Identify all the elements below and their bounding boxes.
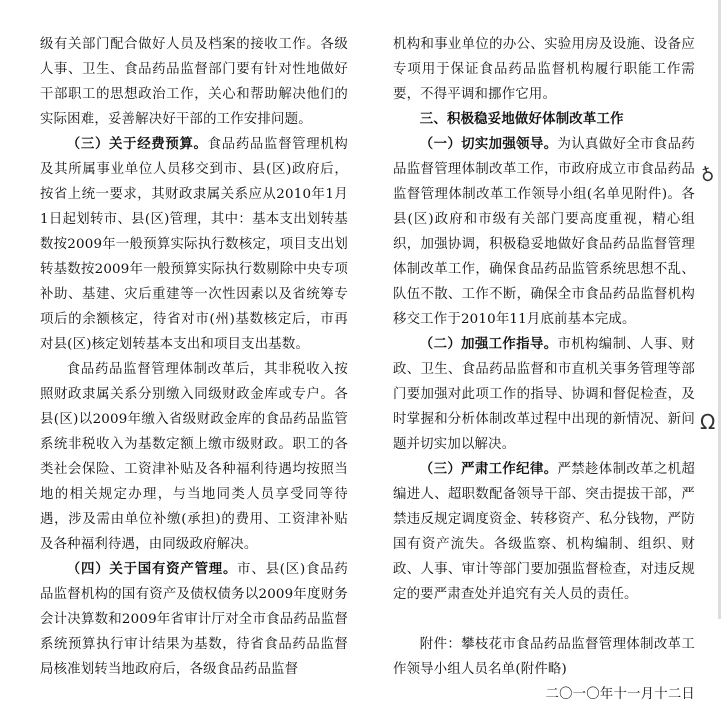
heading-budget: （三）关于经费预算。 xyxy=(66,136,208,152)
section-title-reform: 三、积极稳妥地做好体制改革工作 xyxy=(419,111,624,127)
margin-mark-icon: ♁ xyxy=(698,163,717,188)
heading-guidance: （二）加强工作指导。 xyxy=(419,336,558,352)
heading-leadership: （一）切实加强领导。 xyxy=(419,136,558,152)
leadership-body: 为认真做好全市食品药品监督管理体制改革工作，市政府成立市食品药品监督管理体制改革工作领导小组(名单见附件)。各县(区)政府和市级有关部门要高度重视，精心组织，加强协调，积极稳妥地做好食品药品监督管理体制改革工作，确保食品药品监管系统思想不乱、队伍不散、工作不断，确保全市食品药品监督机构移交工作于2010年11月底前基本完成。 xyxy=(393,137,696,327)
heading-discipline: （三）严肃工作纪律。 xyxy=(419,461,558,477)
paragraph-facilities: 机构和事业单位的办公、实验用房及设施、设备应专项用于保证食品药品监督机构履行职能工作需要，不得平调和挪作它用。 xyxy=(393,37,695,102)
spacer xyxy=(393,607,695,632)
paragraph-personnel-archives: 级有关部门配合做好人员及档案的接收工作。各级人事、卫生、食品药品监督部门要有针对性地做好干部职工的思想政治工作，关心和帮助解决他们的实际困难，妥善解决好干部的工作安排问题。 xyxy=(40,37,348,127)
attachment-note: 附件：攀枝花市食品药品监督管理体制改革工作领导小组人员名单(附件略) xyxy=(393,637,695,677)
paragraph-state-assets xyxy=(40,557,348,682)
paragraph-discipline xyxy=(393,457,695,607)
left-column xyxy=(40,32,348,682)
budget-body: 食品药品监督管理机构及其所属事业单位人员移交到市、县(区)政府后，按省上统一要求，其财政隶属关系应从2010年1月1日起划转市、县(区)管理，其中：基本支出划转基数按2009年一般预算实际执行数核定，项目支出划转基数按2009年一般预算实际执行数剔除中央专项补助、基建、灾后重建等一次性因素以及省统筹专项后的余额核定，待省对市(州)基数核定后，市再对县(区)核定划转基本支出和项目支出基数。 xyxy=(40,137,349,352)
heading-state-assets: （四）关于国有资产管理。 xyxy=(66,561,238,577)
paragraph-non-tax-revenue: 食品药品监督管理体制改革后，其非税收入按照财政隶属关系分别缴入同级财政金库或专户。各县(区)以2009年缴入省级财政金库的食品药品监管系统非税收入为基数定额上缴市级财政。职工的各类社会保险、工资津补贴及各种福利待遇均按照当地的相关规定办理，与当地同类人员享受同等待遇，涉及需由单位补缴(承担)的费用、工资津补贴及各种福利待遇，由同级政府解决。 xyxy=(40,362,348,552)
paragraph-guidance xyxy=(393,332,695,457)
margin-mark-icon: Ω xyxy=(700,410,716,434)
document-date: 二〇一〇年十一月十二日 xyxy=(545,687,695,702)
guidance-body: 市机构编制、人事、财政、卫生、食品药品监督和市直机关事务管理等部门要加强对此项工作的指导、协调和督促检查，及时掌握和分析体制改革过程中出现的新情况、新问题并切实加以解决。 xyxy=(393,337,696,452)
paragraph-leadership xyxy=(393,132,695,332)
right-column xyxy=(393,32,695,707)
paragraph-budget xyxy=(40,132,348,357)
discipline-body: 严禁趁体制改革之机超编进人、超职数配备领导干部、突击提拔干部，严禁违反规定调度资金、转移资产、私分钱物，严防国有资产流失。各级监察、机构编制、组织、财政、人事、审计等部门要加强监督检查，对违反规定的要严肃查处并追究有关人员的责任。 xyxy=(393,462,696,602)
state-assets-body: 市、县(区)食品药品监督机构的国有资产及债权债务以2009年度财务会计决算数和2009年省审计厅对全市食品药品监督系统预算执行审计结果为基数，待省食品药品监督局核准划转当地政府后，各级食品药品监督 xyxy=(40,562,349,677)
